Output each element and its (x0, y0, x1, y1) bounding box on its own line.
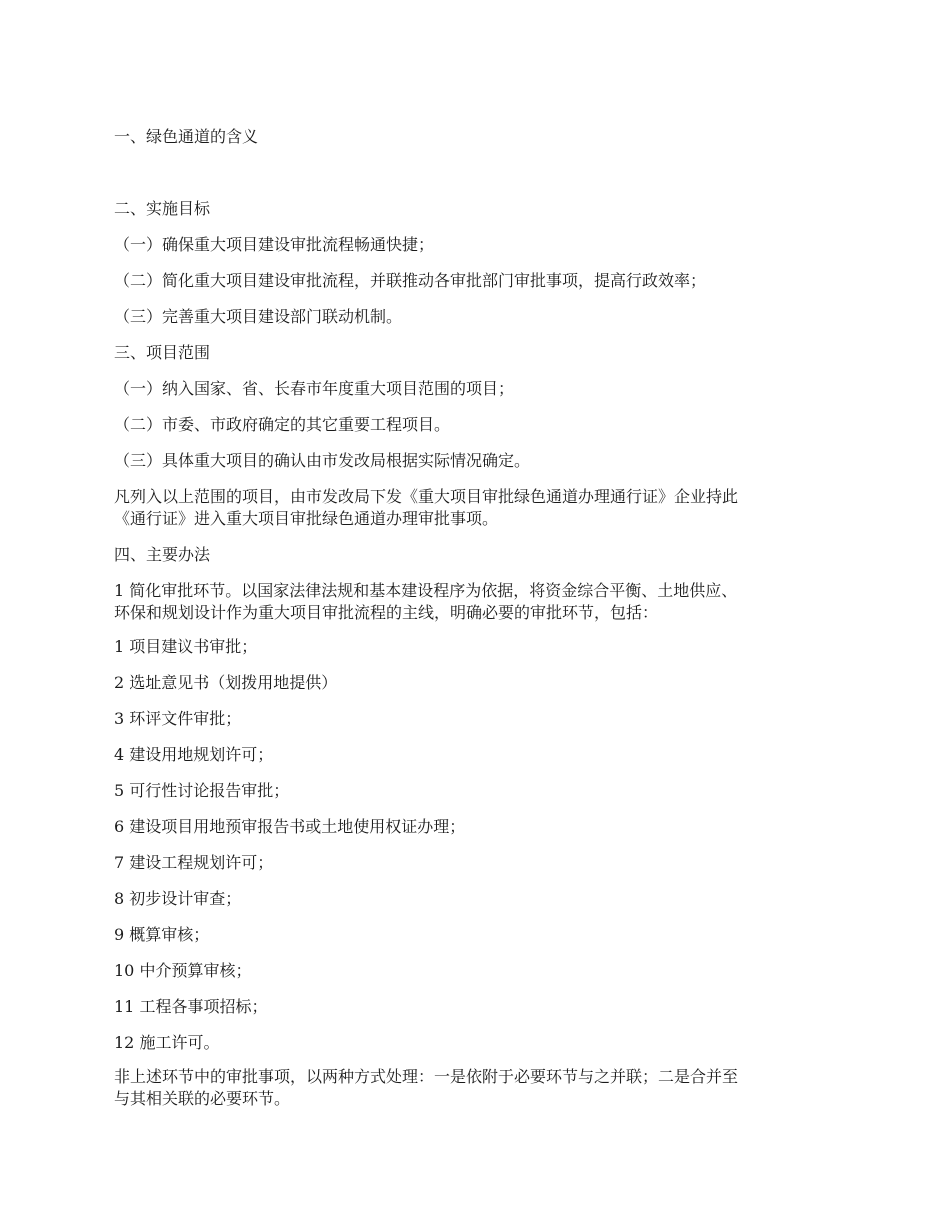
step-item: 8 初步设计审查； (114, 889, 242, 908)
list-item: （一）纳入国家、省、长春市年度重大项目范围的项目； (114, 379, 515, 398)
step-item: 9 概算审核； (114, 925, 210, 944)
section-heading-2: 二、实施目标 (114, 199, 211, 218)
methods-intro-paragraph (114, 580, 844, 624)
step-item: 2 选址意见书（划拨用地提供） (114, 673, 338, 692)
step-item: 6 建设项目用地预审报告书或土地使用权证办理； (114, 817, 466, 836)
scope-note-paragraph (114, 486, 844, 530)
step-item: 10 中介预算审核； (114, 961, 252, 980)
paragraph-line: 1 简化审批环节。以国家法律法规和基本建设程序为依据，将资金综合平衡、土地供应、 (114, 581, 738, 600)
paragraph-line: 非上述环节中的审批事项，以两种方式处理：一是依附于必要环节与之并联；二是合并至 (114, 1067, 739, 1086)
section-heading-1: 一、绿色通道的含义 (114, 127, 259, 146)
paragraph-line: 凡列入以上范围的项目，由市发改局下发《重大项目审批绿色通道办理通行证》企业持此 (114, 487, 739, 506)
section-heading-3: 三、项目范围 (114, 343, 211, 362)
paragraph-line: 环保和规划设计作为重大项目审批流程的主线，明确必要的审批环节，包括： (114, 603, 659, 622)
step-item: 4 建设用地规划许可； (114, 745, 274, 764)
list-item: （二）简化重大项目建设审批流程，并联推动各审批部门审批事项，提高行政效率； (114, 271, 707, 290)
section-heading-4: 四、主要办法 (114, 545, 211, 564)
step-item: 3 环评文件审批； (114, 709, 242, 728)
paragraph-line: 与其相关联的必要环节。 (114, 1089, 291, 1108)
step-item: 12 施工许可。 (114, 1033, 220, 1052)
closing-paragraph (114, 1066, 844, 1110)
step-item: 1 项目建议书审批； (114, 637, 258, 656)
step-item: 11 工程各事项招标； (114, 997, 268, 1016)
step-item: 5 可行性讨论报告审批； (114, 781, 290, 800)
list-item: （三）具体重大项目的确认由市发改局根据实际情况确定。 (114, 451, 531, 470)
step-item: 7 建设工程规划许可； (114, 853, 274, 872)
list-item: （一）确保重大项目建设审批流程畅通快捷； (114, 235, 435, 254)
paragraph-line: 《通行证》进入重大项目审批绿色通道办理审批事项。 (114, 509, 499, 528)
list-item: （三）完善重大项目建设部门联动机制。 (114, 307, 403, 326)
list-item: （二）市委、市政府确定的其它重要工程项目。 (114, 415, 451, 434)
